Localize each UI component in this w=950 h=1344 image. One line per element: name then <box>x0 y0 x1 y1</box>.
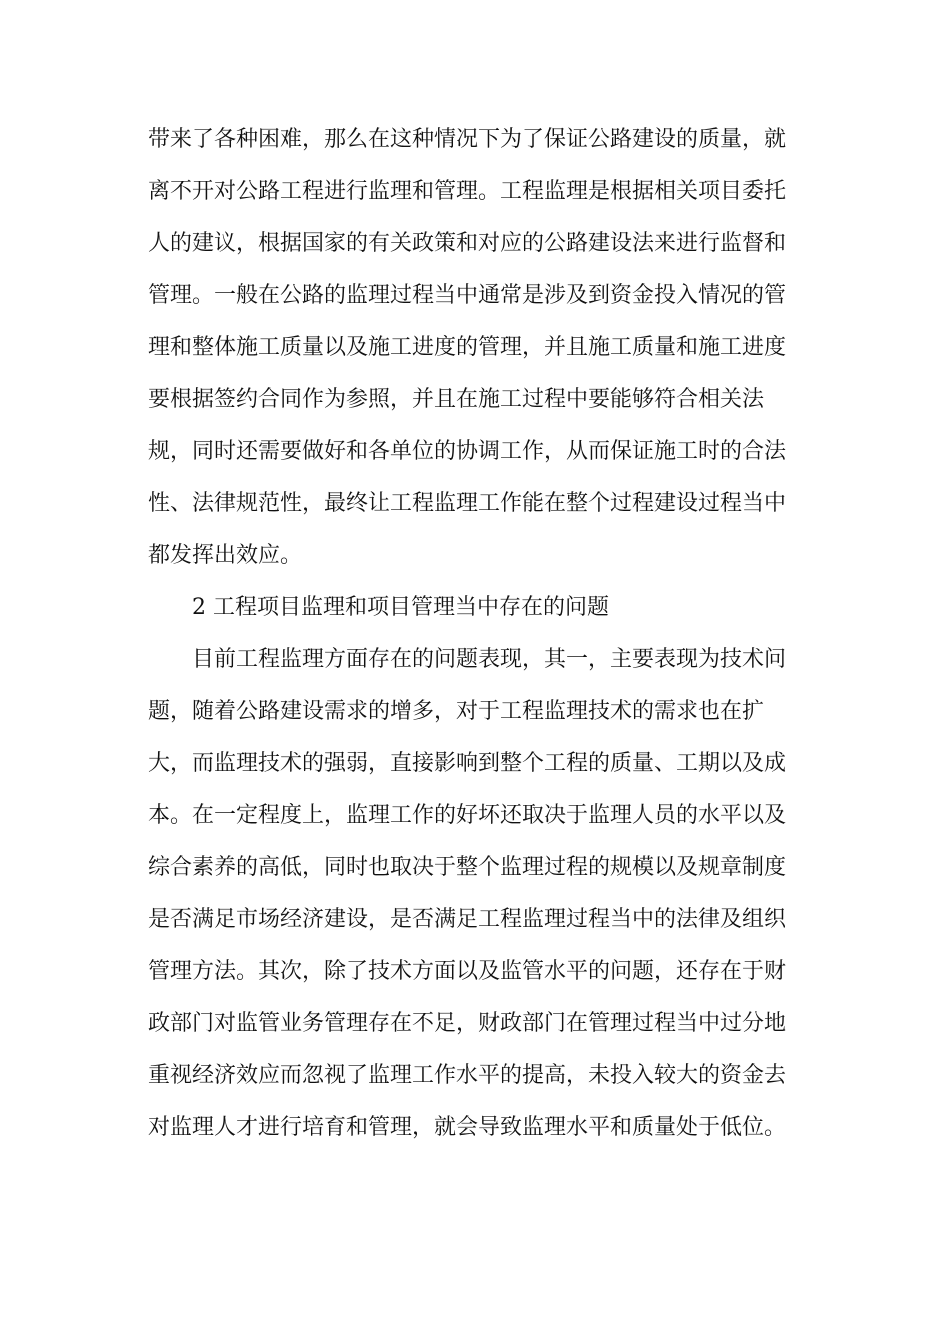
paragraph-line: 带来了各种困难，那么在这种情况下为了保证公路建设的质量，就 <box>148 127 787 152</box>
paragraph-line: 人的建议，根据国家的有关政策和对应的公路建设法来进行监督和 <box>148 231 787 256</box>
paragraph-line: 都发挥出效应。 <box>148 543 303 568</box>
paragraph-line: 管理方法。其次，除了技术方面以及监管水平的问题，还存在于财 <box>148 959 787 984</box>
paragraph-line: 理和整体施工质量以及施工进度的管理，并且施工质量和施工进度 <box>148 335 787 360</box>
paragraph-line: 综合素养的高低，同时也取决于整个监理过程的规模以及规章制度 <box>148 855 787 880</box>
paragraph-line: 规，同时还需要做好和各单位的协调工作，从而保证施工时的合法 <box>148 439 787 464</box>
paragraph-line: 本。在一定程度上，监理工作的好坏还取决于监理人员的水平以及 <box>148 803 787 828</box>
paragraph-line: 对监理人才进行培育和管理，就会导致监理水平和质量处于低位。 <box>148 1115 787 1140</box>
paragraph-line: 管理。一般在公路的监理过程当中通常是涉及到资金投入情况的管 <box>148 283 787 308</box>
paragraph-line: 要根据签约合同作为参照，并且在施工过程中要能够符合相关法 <box>148 387 765 412</box>
paragraph-line: 是否满足市场经济建设，是否满足工程监理过程当中的法律及组织 <box>148 907 787 932</box>
paragraph-line: 重视经济效应而忽视了监理工作水平的提高，未投入较大的资金去 <box>148 1063 787 1088</box>
paragraph-line: 政部门对监管业务管理存在不足，财政部门在管理过程当中过分地 <box>148 1011 787 1036</box>
paragraph-line: 性、法律规范性，最终让工程监理工作能在整个过程建设过程当中 <box>148 491 787 516</box>
section-heading: 2 工程项目监理和项目管理当中存在的问题 <box>192 595 609 620</box>
paragraph-line: 题，随着公路建设需求的增多，对于工程监理技术的需求也在扩 <box>148 699 765 724</box>
paragraph-line: 目前工程监理方面存在的问题表现，其一，主要表现为技术问 <box>192 647 787 672</box>
paragraph-line: 大，而监理技术的强弱，直接影响到整个工程的质量、工期以及成 <box>148 751 787 776</box>
paragraph-line: 离不开对公路工程进行监理和管理。工程监理是根据相关项目委托 <box>148 179 787 204</box>
